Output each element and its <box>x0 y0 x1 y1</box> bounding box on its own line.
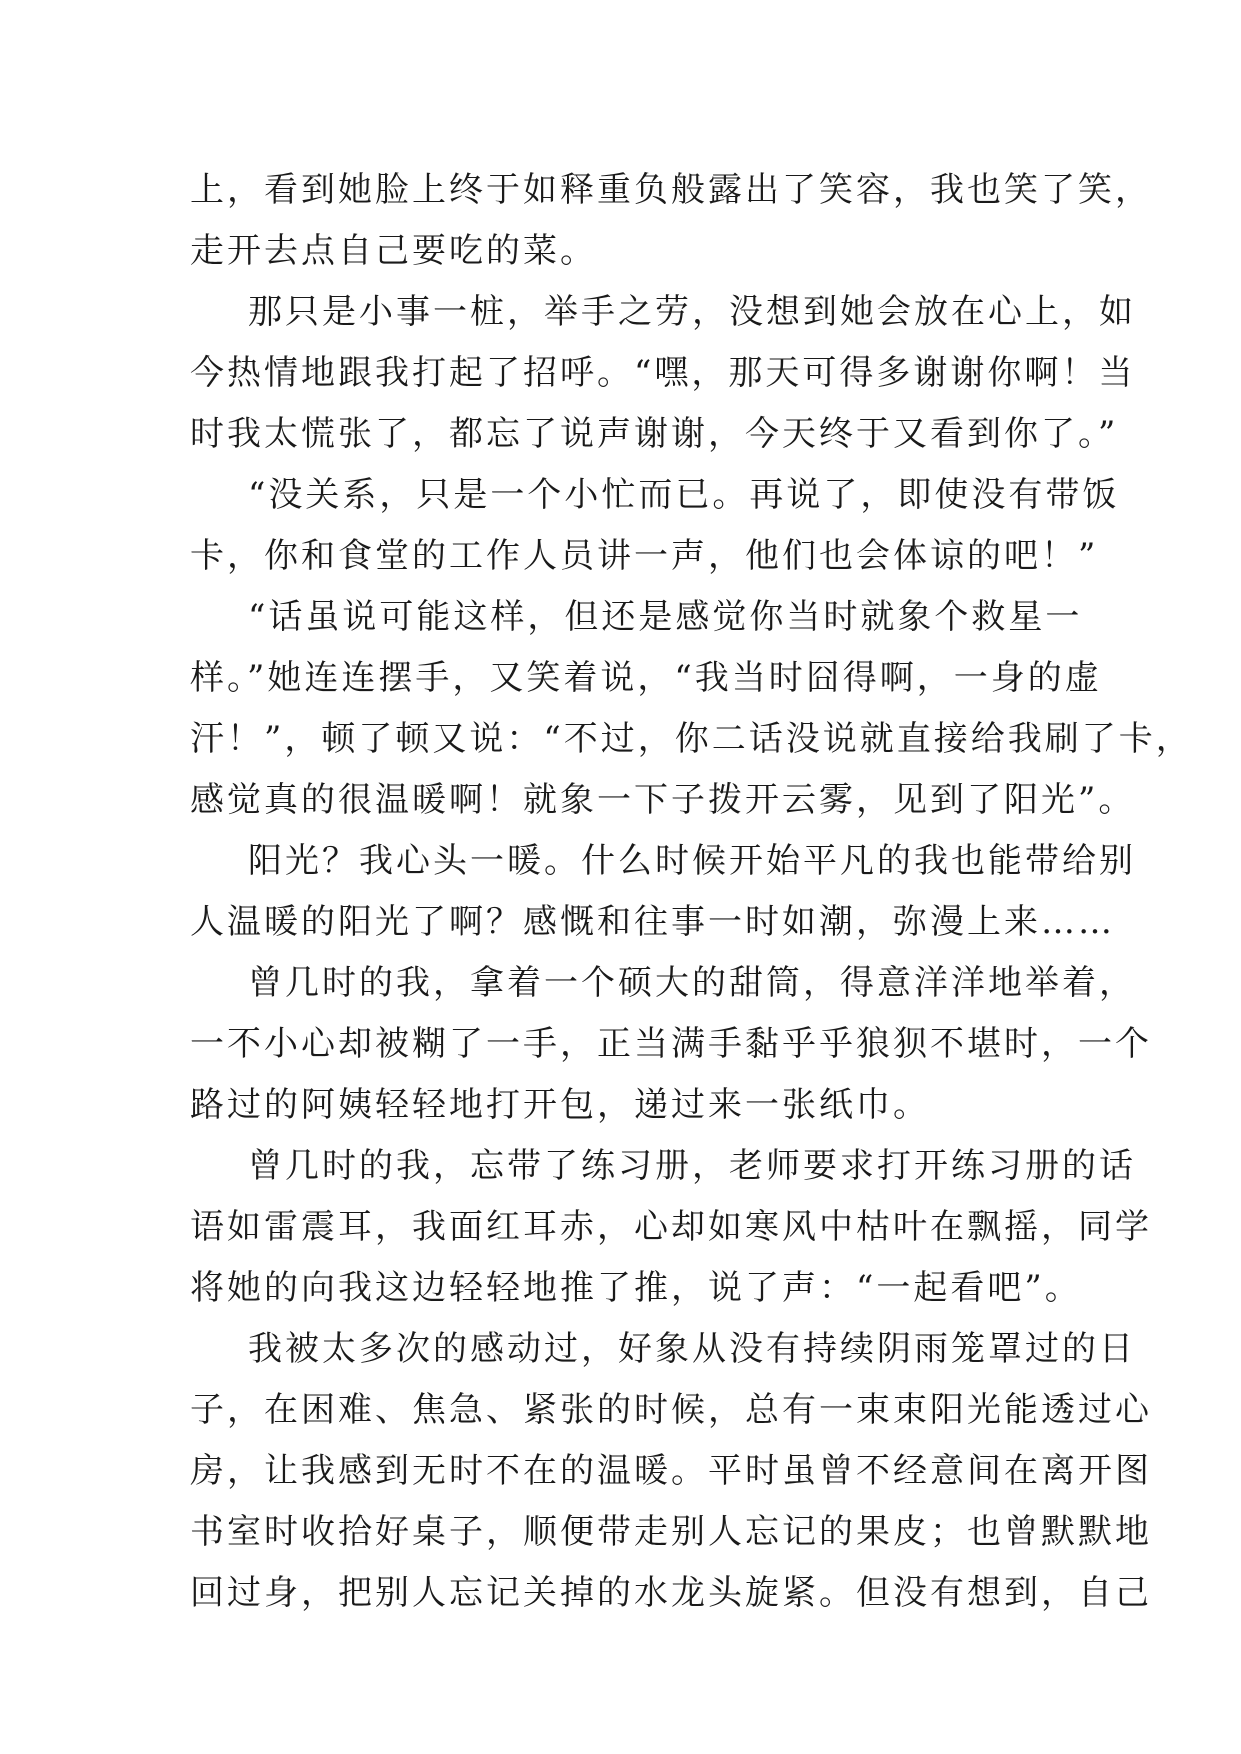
text-line: 曾几时的我，忘带了练习册，老师要求打开练习册的话 <box>248 1146 1136 1186</box>
text-line: “话虽说可能这样，但还是感觉你当时就象个救星一 <box>248 597 1083 637</box>
text-line: 语如雷震耳，我面红耳赤，心却如寒风中枯叶在飘摇，同学 <box>190 1207 1152 1247</box>
text-line: 那只是小事一桩，举手之劳，没想到她会放在心上，如 <box>248 292 1136 332</box>
text-line: 阳光？我心头一暖。什么时候开始平凡的我也能带给别 <box>248 841 1136 881</box>
text-line: 将她的向我这边轻轻地推了推，说了声：“一起看吧”。 <box>190 1268 1082 1308</box>
text-line: 回过身，把别人忘记关掉的水龙头旋紧。但没有想到，自己 <box>190 1573 1152 1613</box>
text-line: 样。”她连连摆手，又笑着说，“我当时囧得啊，一身的虚 <box>190 658 1102 698</box>
text-line: 路过的阿姨轻轻地打开包，递过来一张纸巾。 <box>190 1085 930 1125</box>
text-line: 人温暖的阳光了啊？感慨和往事一时如潮，弥漫上来…… <box>190 902 1115 942</box>
text-line: 今热情地跟我打起了招呼。“嘿，那天可得多谢谢你啊！当 <box>190 353 1136 393</box>
text-line: 一不小心却被糊了一手，正当满手黏乎乎狼狈不堪时，一个 <box>190 1024 1152 1064</box>
text-line: 时我太慌张了，都忘了说声谢谢，今天终于又看到你了。” <box>190 414 1119 454</box>
text-line: 曾几时的我，拿着一个硕大的甜筒，得意洋洋地举着， <box>248 963 1136 1003</box>
text-line: 汗！”，顿了顿又说：“不过，你二话没说就直接给我刷了卡， <box>190 719 1193 759</box>
text-line: “没关系，只是一个小忙而已。再说了，即使没有带饭 <box>248 475 1120 515</box>
text-line: 书室时收拾好桌子，顺便带走别人忘记的果皮；也曾默默地 <box>190 1512 1152 1552</box>
body-text <box>190 160 1193 1624</box>
text-line: 房，让我感到无时不在的温暖。平时虽曾不经意间在离开图 <box>190 1451 1152 1491</box>
text-line: 我被太多次的感动过，好象从没有持续阴雨笼罩过的日 <box>248 1329 1136 1369</box>
text-line: 子，在困难、焦急、紧张的时候，总有一束束阳光能透过心 <box>190 1390 1152 1430</box>
text-line: 卡，你和食堂的工作人员讲一声，他们也会体谅的吧！” <box>190 536 1099 576</box>
text-line: 走开去点自己要吃的菜。 <box>190 231 597 271</box>
text-line: 感觉真的很温暖啊！就象一下子拨开云雾，见到了阳光”。 <box>190 780 1136 820</box>
text-line: 上，看到她脸上终于如释重负般露出了笑容，我也笑了笑， <box>190 170 1152 210</box>
